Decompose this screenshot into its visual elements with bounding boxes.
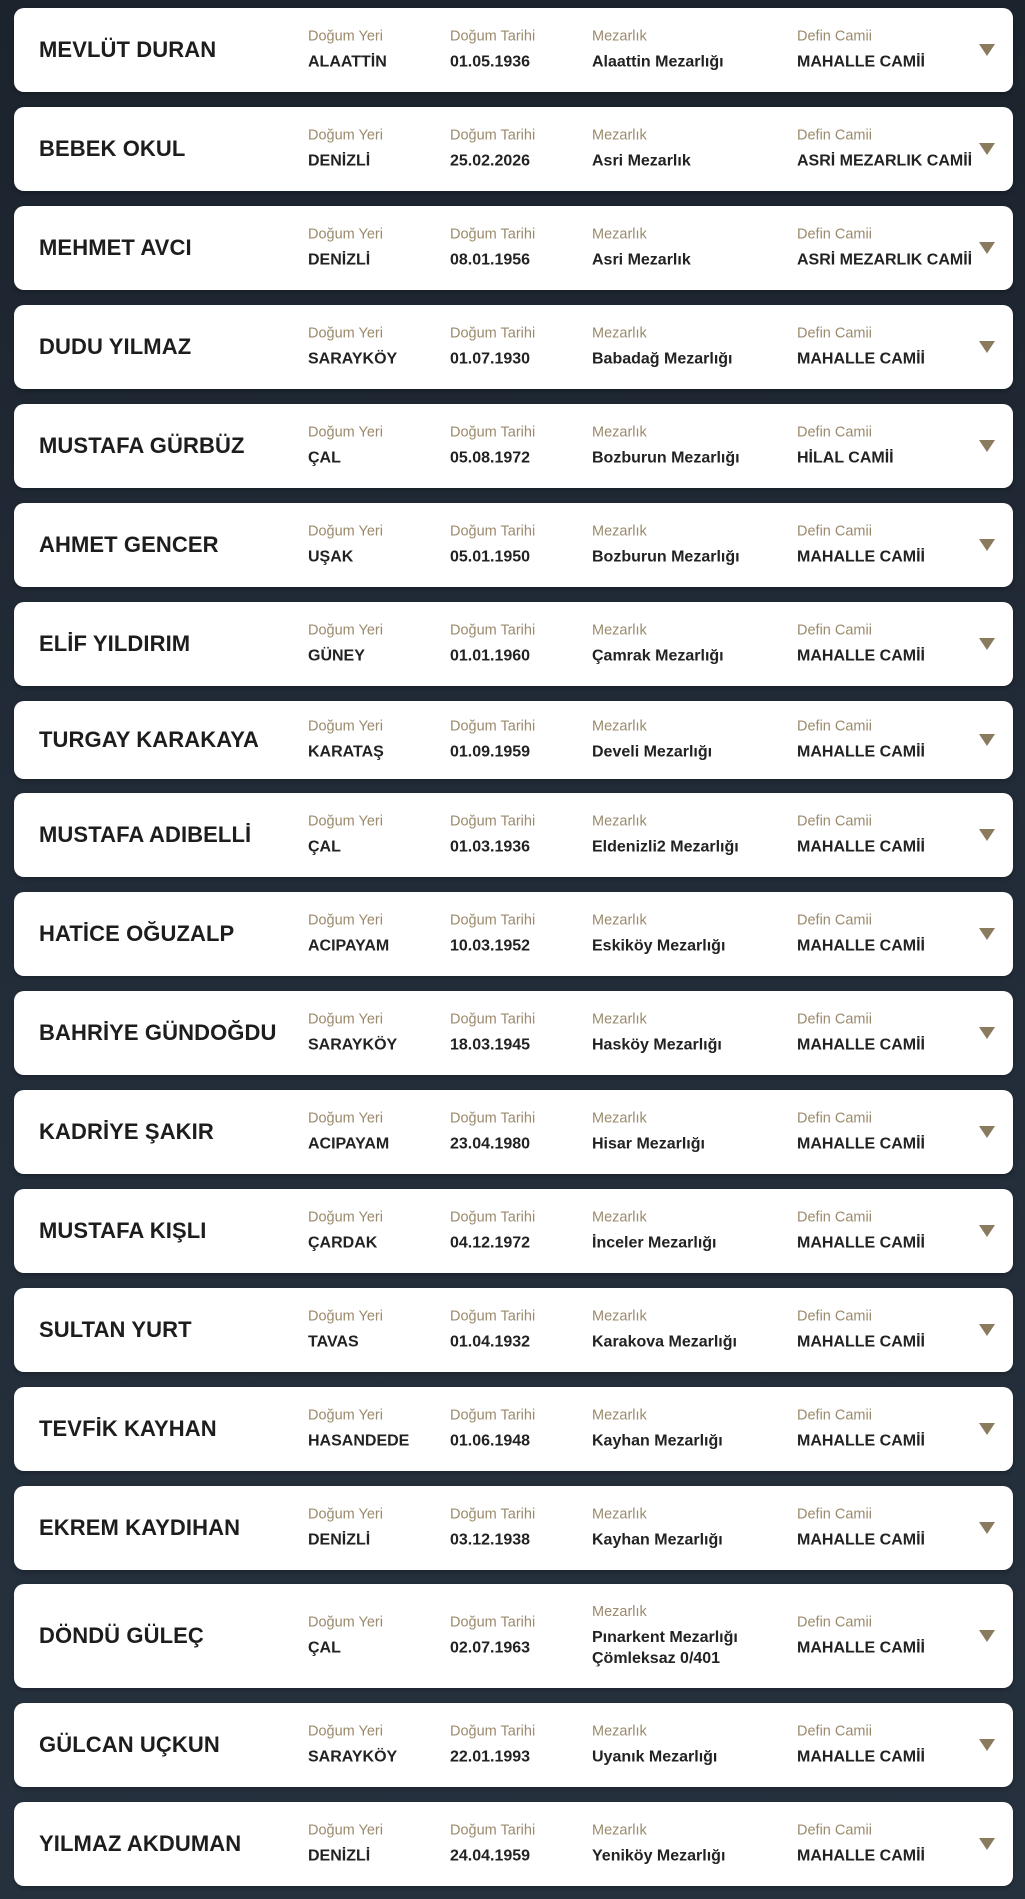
cemetery-label: Mezarlık (592, 325, 647, 342)
mosque-value: HİLAL CAMİİ (797, 449, 894, 467)
cemetery-value: İnceler Mezarlığı (592, 1234, 717, 1252)
deceased-name: TEVFİK KAYHAN (39, 1416, 217, 1441)
birthdate-label: Doğum Tarihi (450, 325, 536, 342)
deceased-name: MEVLÜT DURAN (39, 37, 217, 62)
cemetery-field (592, 1407, 723, 1452)
birthdate-label: Doğum Tarihi (450, 1407, 536, 1424)
birthplace-label: Doğum Yeri (308, 127, 383, 144)
funeral-card[interactable] (14, 793, 1013, 877)
deceased-name: MUSTAFA ADIBELLİ (39, 822, 252, 847)
chevron-down-icon[interactable] (977, 1223, 997, 1243)
cemetery-label: Mezarlık (592, 1822, 647, 1839)
birthplace-label: Doğum Yeri (308, 718, 383, 735)
chevron-down-icon[interactable] (977, 339, 997, 359)
birthdate-label: Doğum Tarihi (450, 1614, 536, 1631)
birthplace-label: Doğum Yeri (308, 424, 383, 441)
birthplace-label: Doğum Yeri (308, 622, 383, 639)
birthdate-value: 18.03.1945 (450, 1036, 531, 1054)
birthplace-field (308, 1011, 397, 1056)
cemetery-field (592, 1308, 737, 1353)
cemetery-field (592, 226, 691, 271)
birthplace-label: Doğum Yeri (308, 1822, 383, 1839)
deceased-name: BEBEK OKUL (39, 136, 186, 161)
birthdate-field (450, 523, 535, 568)
funeral-card[interactable] (14, 1288, 1013, 1372)
birthdate-field (450, 424, 535, 469)
cemetery-value: Bozburun Mezarlığı (592, 548, 740, 566)
mosque-label: Defin Camii (797, 523, 872, 540)
chevron-down-icon[interactable] (977, 1737, 997, 1757)
birthdate-field (450, 1506, 535, 1551)
mosque-label: Defin Camii (797, 1110, 872, 1127)
cemetery-field (592, 813, 739, 858)
mosque-label: Defin Camii (797, 127, 872, 144)
mosque-field (797, 28, 925, 73)
cemetery-field (592, 424, 740, 469)
cemetery-label: Mezarlık (592, 424, 647, 441)
mosque-value: MAHALLE CAMİİ (797, 1531, 925, 1549)
cemetery-field (592, 1110, 705, 1155)
funeral-card[interactable] (14, 305, 1013, 389)
birthplace-label: Doğum Yeri (308, 813, 383, 830)
birthdate-field (450, 1209, 535, 1254)
funeral-card[interactable] (14, 404, 1013, 488)
cemetery-value: Babadağ Mezarlığı (592, 350, 733, 368)
birthdate-value: 01.06.1948 (450, 1432, 531, 1450)
funeral-card[interactable] (14, 206, 1013, 290)
birthdate-value: 23.04.1980 (450, 1135, 531, 1153)
birthplace-label: Doğum Yeri (308, 523, 383, 540)
birthdate-value: 10.03.1952 (450, 937, 531, 955)
chevron-down-icon[interactable] (977, 438, 997, 458)
mosque-value: MAHALLE CAMİİ (797, 350, 925, 368)
mosque-label: Defin Camii (797, 1723, 872, 1740)
birthplace-field (308, 325, 397, 370)
funeral-card[interactable] (14, 8, 1013, 92)
cemetery-value: Asri Mezarlık (592, 251, 691, 269)
birthplace-label: Doğum Yeri (308, 912, 383, 929)
deceased-name: MUSTAFA GÜRBÜZ (39, 433, 245, 458)
birthdate-label: Doğum Tarihi (450, 1110, 536, 1127)
mosque-value: MAHALLE CAMİİ (797, 1333, 925, 1351)
mosque-value: MAHALLE CAMİİ (797, 1432, 925, 1450)
birthdate-label: Doğum Tarihi (450, 1308, 536, 1325)
cemetery-label: Mezarlık (592, 622, 647, 639)
cemetery-label: Mezarlık (592, 1506, 647, 1523)
cemetery-value: Kayhan Mezarlığı (592, 1531, 723, 1549)
funeral-card[interactable] (14, 991, 1013, 1075)
birthdate-field (450, 127, 535, 172)
birthplace-value: SARAYKÖY (308, 1036, 398, 1054)
funeral-card[interactable] (14, 1584, 1013, 1688)
birthdate-value: 08.01.1956 (450, 251, 531, 269)
birthplace-field (308, 1506, 383, 1551)
funeral-card[interactable] (14, 1802, 1013, 1886)
birthplace-value: TAVAS (308, 1333, 359, 1351)
chevron-down-icon[interactable] (977, 926, 997, 946)
cemetery-field (592, 1723, 717, 1768)
deceased-name: GÜLCAN UÇKUN (39, 1732, 220, 1757)
birthplace-value: SARAYKÖY (308, 1748, 398, 1766)
mosque-value: MAHALLE CAMİİ (797, 1847, 925, 1865)
birthplace-field (308, 1723, 397, 1768)
chevron-down-icon[interactable] (977, 1322, 997, 1342)
birthdate-value: 25.02.2026 (450, 152, 531, 170)
birthdate-field (450, 1407, 535, 1452)
mosque-field (797, 226, 972, 271)
cemetery-value: Asri Mezarlık (592, 152, 691, 170)
mosque-field (797, 1723, 925, 1768)
birthplace-value: DENİZLİ (308, 1531, 371, 1549)
birthdate-value: 03.12.1938 (450, 1531, 531, 1549)
birthdate-label: Doğum Tarihi (450, 813, 536, 830)
funeral-card[interactable] (14, 1486, 1013, 1570)
chevron-down-icon[interactable] (977, 1025, 997, 1045)
cemetery-value: Çamrak Mezarlığı (592, 647, 724, 665)
funeral-card[interactable] (14, 1387, 1013, 1471)
mosque-label: Defin Camii (797, 622, 872, 639)
birthdate-value: 02.07.1963 (450, 1639, 531, 1657)
cemetery-value: Uyanık Mezarlığı (592, 1748, 718, 1766)
mosque-value: MAHALLE CAMİİ (797, 838, 925, 856)
cemetery-value: Hasköy Mezarlığı (592, 1036, 722, 1054)
chevron-down-icon[interactable] (977, 1124, 997, 1144)
mosque-label: Defin Camii (797, 424, 872, 441)
cemetery-label: Mezarlık (592, 226, 647, 243)
mosque-label: Defin Camii (797, 226, 872, 243)
birthdate-value: 01.05.1936 (450, 53, 531, 71)
birthplace-label: Doğum Yeri (308, 1506, 383, 1523)
birthdate-field (450, 1308, 535, 1353)
funeral-card[interactable] (14, 892, 1013, 976)
birthplace-value: HASANDEDE (308, 1432, 410, 1450)
mosque-field (797, 325, 925, 370)
cemetery-value: Hisar Mezarlığı (592, 1135, 705, 1153)
birthdate-value: 01.03.1936 (450, 838, 531, 856)
mosque-field (797, 718, 925, 763)
mosque-field (797, 1822, 925, 1867)
mosque-label: Defin Camii (797, 1407, 872, 1424)
birthplace-label: Doğum Yeri (308, 1110, 383, 1127)
birthdate-label: Doğum Tarihi (450, 424, 536, 441)
deceased-name: YILMAZ AKDUMAN (39, 1831, 242, 1856)
deceased-name: AHMET GENCER (39, 532, 219, 557)
birthplace-field (308, 1407, 409, 1452)
birthplace-value: ÇAL (308, 1639, 341, 1657)
birthplace-value: DENİZLİ (308, 251, 371, 269)
birthplace-field (308, 1209, 383, 1254)
cemetery-label: Mezarlık (592, 813, 647, 830)
birthplace-value: DENİZLİ (308, 152, 371, 170)
deceased-name: HATİCE OĞUZALP (39, 921, 235, 946)
cemetery-value: Eldenizli2 Mezarlığı (592, 838, 739, 856)
mosque-field (797, 912, 925, 957)
mosque-label: Defin Camii (797, 1308, 872, 1325)
deceased-name: DÖNDÜ GÜLEÇ (39, 1623, 204, 1648)
birthdate-label: Doğum Tarihi (450, 226, 536, 243)
birthdate-value: 01.04.1932 (450, 1333, 531, 1351)
cemetery-field (592, 622, 724, 667)
cemetery-field (592, 1209, 717, 1254)
chevron-down-icon[interactable] (977, 636, 997, 656)
birthplace-value: GÜNEY (308, 647, 365, 665)
mosque-label: Defin Camii (797, 1614, 872, 1631)
cemetery-value: Yeniköy Mezarlığı (592, 1847, 726, 1865)
chevron-down-icon[interactable] (977, 827, 997, 847)
cemetery-field (592, 1822, 725, 1867)
cemetery-field (592, 912, 725, 957)
mosque-label: Defin Camii (797, 1822, 872, 1839)
birthplace-field (308, 1308, 383, 1353)
birthdate-label: Doğum Tarihi (450, 1011, 536, 1028)
birthdate-field (450, 28, 535, 73)
mosque-field (797, 127, 972, 172)
birthdate-value: 01.09.1959 (450, 743, 531, 761)
mosque-value: ASRİ MEZARLIK CAMİİ (797, 251, 973, 269)
cemetery-label: Mezarlık (592, 718, 647, 735)
cemetery-value: Kayhan Mezarlığı (592, 1432, 723, 1450)
chevron-down-icon[interactable] (977, 42, 997, 62)
birthdate-field (450, 1011, 535, 1056)
cemetery-label: Mezarlık (592, 1110, 647, 1127)
birthdate-field (450, 1822, 535, 1867)
birthdate-field (450, 325, 535, 370)
mosque-label: Defin Camii (797, 1209, 872, 1226)
cemetery-field (592, 523, 740, 568)
birthdate-value: 22.01.1993 (450, 1748, 531, 1766)
birthdate-value: 24.04.1959 (450, 1847, 531, 1865)
chevron-down-icon[interactable] (977, 537, 997, 557)
birthplace-field (308, 1110, 389, 1155)
mosque-label: Defin Camii (797, 325, 872, 342)
chevron-down-icon[interactable] (977, 732, 997, 752)
birthdate-label: Doğum Tarihi (450, 912, 536, 929)
cemetery-field (592, 28, 724, 73)
cemetery-label: Mezarlık (592, 1407, 647, 1424)
mosque-label: Defin Camii (797, 28, 872, 45)
mosque-field (797, 1407, 925, 1452)
birthdate-label: Doğum Tarihi (450, 718, 536, 735)
birthdate-label: Doğum Tarihi (450, 28, 536, 45)
mosque-value: MAHALLE CAMİİ (797, 647, 925, 665)
birthplace-value: KARATAŞ (308, 743, 384, 761)
birthdate-label: Doğum Tarihi (450, 1506, 536, 1523)
birthplace-label: Doğum Yeri (308, 1614, 383, 1631)
mosque-value: MAHALLE CAMİİ (797, 1036, 925, 1054)
birthdate-field (450, 718, 535, 763)
birthplace-value: ÇAL (308, 838, 341, 856)
birthplace-field (308, 28, 387, 73)
birthdate-label: Doğum Tarihi (450, 127, 536, 144)
deceased-name: BAHRİYE GÜNDOĞDU (39, 1020, 277, 1045)
cemetery-label: Mezarlık (592, 28, 647, 45)
mosque-field (797, 523, 925, 568)
chevron-down-icon[interactable] (977, 1836, 997, 1856)
cemetery-value: Eskiköy Mezarlığı (592, 937, 726, 955)
birthplace-field (308, 523, 383, 568)
birthplace-field (308, 226, 383, 271)
deceased-name: EKREM KAYDIHAN (39, 1515, 241, 1540)
chevron-down-icon[interactable] (977, 141, 997, 161)
cemetery-label: Mezarlık (592, 523, 647, 540)
birthplace-label: Doğum Yeri (308, 28, 383, 45)
mosque-value: MAHALLE CAMİİ (797, 937, 925, 955)
birthdate-label: Doğum Tarihi (450, 622, 536, 639)
birthdate-field (450, 1723, 535, 1768)
birthdate-field (450, 912, 535, 957)
birthdate-label: Doğum Tarihi (450, 1723, 536, 1740)
mosque-value: MAHALLE CAMİİ (797, 1234, 925, 1252)
deceased-name: TURGAY KARAKAYA (39, 727, 259, 752)
cemetery-field (592, 1603, 738, 1669)
birthdate-value: 01.01.1960 (450, 647, 531, 665)
mosque-field (797, 1209, 925, 1254)
birthplace-field (308, 912, 389, 957)
birthplace-field (308, 622, 383, 667)
mosque-value: MAHALLE CAMİİ (797, 1748, 925, 1766)
mosque-field (797, 424, 894, 469)
funeral-card[interactable] (14, 1090, 1013, 1174)
cemetery-field (592, 1011, 722, 1056)
mosque-value: MAHALLE CAMİİ (797, 548, 925, 566)
cemetery-value: Pınarkent Mezarlığı Çömleksaz 0/401 (592, 1629, 738, 1667)
funeral-card[interactable] (14, 1703, 1013, 1787)
birthplace-value: ÇAL (308, 449, 341, 467)
birthplace-field (308, 813, 383, 858)
mosque-field (797, 622, 925, 667)
mosque-value: MAHALLE CAMİİ (797, 1639, 925, 1657)
mosque-field (797, 1110, 925, 1155)
birthplace-label: Doğum Yeri (308, 1011, 383, 1028)
funeral-card[interactable] (14, 701, 1013, 779)
birthdate-value: 05.08.1972 (450, 449, 531, 467)
mosque-field (797, 1011, 925, 1056)
deceased-name: ELİF YILDIRIM (39, 631, 191, 656)
cemetery-label: Mezarlık (592, 127, 647, 144)
birthplace-value: UŞAK (308, 548, 354, 566)
chevron-down-icon[interactable] (977, 1421, 997, 1441)
deceased-name: MUSTAFA KIŞLI (39, 1218, 207, 1243)
deceased-name: SULTAN YURT (39, 1317, 192, 1342)
mosque-label: Defin Camii (797, 912, 872, 929)
cemetery-label: Mezarlık (592, 1723, 647, 1740)
deceased-name: KADRİYE ŞAKIR (39, 1119, 214, 1144)
cemetery-label: Mezarlık (592, 912, 647, 929)
birthplace-label: Doğum Yeri (308, 1723, 383, 1740)
funeral-card[interactable] (14, 107, 1013, 191)
cemetery-field (592, 325, 732, 370)
cemetery-label: Mezarlık (592, 1011, 647, 1028)
cemetery-value: Develi Mezarlığı (592, 743, 713, 761)
birthdate-field (450, 1110, 535, 1155)
birthplace-field (308, 1614, 383, 1659)
birthdate-field (450, 226, 535, 271)
funeral-card[interactable] (14, 602, 1013, 686)
mosque-label: Defin Camii (797, 1506, 872, 1523)
birthplace-value: ACIPAYAM (308, 937, 390, 955)
birthplace-value: DENİZLİ (308, 1847, 371, 1865)
birthplace-value: ALAATTİN (308, 53, 387, 71)
chevron-down-icon[interactable] (977, 240, 997, 260)
birthplace-label: Doğum Yeri (308, 226, 383, 243)
birthdate-label: Doğum Tarihi (450, 1822, 536, 1839)
cemetery-value: Alaattin Mezarlığı (592, 53, 724, 71)
birthplace-field (308, 718, 384, 763)
mosque-value: MAHALLE CAMİİ (797, 1135, 925, 1153)
cemetery-field (592, 1506, 723, 1551)
birthdate-value: 04.12.1972 (450, 1234, 531, 1252)
funeral-card[interactable] (14, 503, 1013, 587)
birthplace-label: Doğum Yeri (308, 1407, 383, 1424)
birthdate-label: Doğum Tarihi (450, 523, 536, 540)
mosque-value: ASRİ MEZARLIK CAMİİ (797, 152, 973, 170)
cemetery-value: Karakova Mezarlığı (592, 1333, 737, 1351)
mosque-label: Defin Camii (797, 718, 872, 735)
birthplace-field (308, 424, 383, 469)
cemetery-label: Mezarlık (592, 1209, 647, 1226)
mosque-value: MAHALLE CAMİİ (797, 53, 925, 71)
cemetery-label: Mezarlık (592, 1604, 647, 1620)
birthdate-value: 01.07.1930 (450, 350, 531, 368)
birthplace-label: Doğum Yeri (308, 1308, 383, 1325)
deceased-name: DUDU YILMAZ (39, 334, 192, 359)
chevron-down-icon[interactable] (977, 1520, 997, 1540)
birthdate-field (450, 1614, 535, 1659)
cemetery-label: Mezarlık (592, 1308, 647, 1325)
birthdate-value: 05.01.1950 (450, 548, 531, 566)
funeral-card[interactable] (14, 1189, 1013, 1273)
cemetery-field (592, 127, 691, 172)
birthdate-field (450, 622, 535, 667)
mosque-label: Defin Camii (797, 813, 872, 830)
cemetery-value: Bozburun Mezarlığı (592, 449, 740, 467)
birthplace-value: SARAYKÖY (308, 350, 398, 368)
birthplace-value: ÇARDAK (308, 1234, 378, 1252)
cemetery-field (592, 718, 712, 763)
chevron-down-icon[interactable] (977, 1628, 997, 1648)
birthplace-label: Doğum Yeri (308, 1209, 383, 1226)
birthplace-value: ACIPAYAM (308, 1135, 390, 1153)
birthplace-field (308, 1822, 383, 1867)
birthplace-label: Doğum Yeri (308, 325, 383, 342)
birthplace-field (308, 127, 383, 172)
mosque-field (797, 1614, 925, 1659)
mosque-field (797, 813, 925, 858)
mosque-field (797, 1506, 925, 1551)
mosque-label: Defin Camii (797, 1011, 872, 1028)
mosque-field (797, 1308, 925, 1353)
deceased-name: MEHMET AVCI (39, 235, 192, 260)
birthdate-label: Doğum Tarihi (450, 1209, 536, 1226)
mosque-value: MAHALLE CAMİİ (797, 743, 925, 761)
birthdate-field (450, 813, 535, 858)
